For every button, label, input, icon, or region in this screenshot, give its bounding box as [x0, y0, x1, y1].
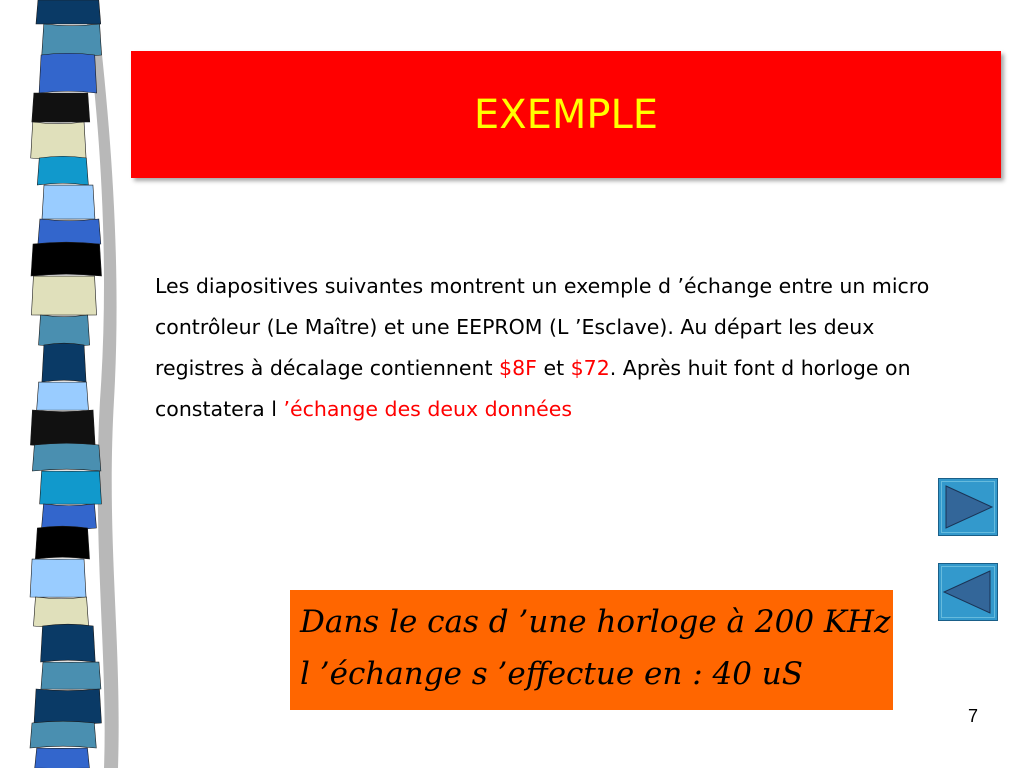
value-8f: $8F: [499, 356, 537, 380]
strip-band: [30, 559, 86, 597]
strip-band: [39, 315, 90, 347]
strip-band: [30, 410, 95, 447]
triangle-right-icon: [938, 478, 998, 536]
strip-band: [37, 156, 88, 185]
strip-band: [41, 624, 96, 662]
strip-band: [37, 382, 89, 410]
previous-slide-button[interactable]: [938, 563, 998, 621]
callout-line-2: l ’échange s ’effectue en : 40 uS: [300, 656, 804, 692]
strip-band: [42, 185, 95, 219]
body-line-3-end: . Après huit font d horloge on: [609, 356, 911, 380]
highlight-exchange: ’échange des deux données: [283, 397, 573, 421]
strip-band: [31, 122, 86, 160]
body-line-2: contrôleur (Le Maître) et une EEPROM (L ’Esclave). Au départ les deux: [155, 315, 875, 339]
strip-band: [41, 662, 101, 689]
clock-callout-box: [290, 590, 893, 710]
body-line-3-start: registres à décalage contiennent: [155, 356, 500, 380]
strip-band: [42, 343, 86, 382]
strip-band: [33, 597, 88, 628]
strip-band: [36, 0, 101, 24]
title-band: [131, 51, 1001, 178]
body-line-4-start: constatera l: [155, 397, 284, 421]
body-line-3-mid: et: [536, 356, 571, 380]
value-72: $72: [570, 356, 610, 380]
strip-band: [38, 219, 101, 246]
strip-band: [42, 504, 97, 530]
body-line-4: [155, 389, 945, 430]
body-paragraph: [155, 266, 945, 430]
strip-band: [42, 24, 102, 57]
strip-band: [30, 721, 96, 748]
decorative-left-strip: [0, 0, 120, 768]
strip-band: [34, 689, 101, 725]
strip-band: [35, 748, 90, 768]
strip-band: [31, 276, 96, 315]
body-line-3: [155, 348, 945, 389]
strip-band: [35, 526, 89, 559]
page-number: 7: [968, 706, 979, 726]
strip-band: [31, 242, 101, 276]
strip-band: [39, 53, 97, 93]
strip-band: [32, 443, 101, 471]
strip-band: [32, 93, 90, 122]
triangle-left-icon: [938, 563, 998, 621]
slide-title: EXEMPLE: [473, 91, 659, 138]
strip-band: [40, 471, 102, 504]
next-slide-button[interactable]: [938, 478, 998, 536]
callout-line-1: Dans le cas d ’une horloge à 200 KHz: [300, 604, 891, 640]
body-line-1: Les diapositives suivantes montrent un exemple d ’échange entre un micro: [155, 274, 930, 298]
